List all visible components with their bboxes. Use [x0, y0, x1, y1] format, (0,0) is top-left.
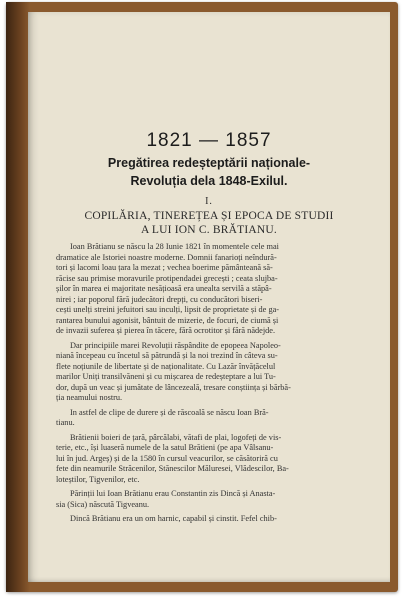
- body-line: Ioan Brătianu se născu la 28 Iunie 1821 în momentele cele mai: [70, 242, 279, 251]
- body-line: răcise sau primise moravurile protipendadei grecești ; ceata slujba-: [56, 273, 278, 283]
- body-line: Dincă Brătianu era un om harnic, capabil și cinstit. Fefel chib-: [70, 514, 277, 523]
- book-spine: [6, 2, 30, 592]
- body-line: In astfel de clipe de durere și de răscoală se născu Ioan Bră-: [70, 407, 269, 417]
- body-line: rantarea bunului agonisit, bântuit de mizerie, de focuri, de ciumă și: [56, 315, 279, 325]
- body-line: tori și lacomi loau țara la mezat ; vechea boerime pământeană să-: [56, 263, 273, 272]
- body-line: flete noțiunile de libertate și de naționalitate. Cu Lazăr învățăcelul: [56, 361, 276, 371]
- body-line: șilor în marea ei majoritate nesățioasă era unealta servilă a stăpâ-: [56, 284, 272, 293]
- body-line: marilor Uniți transilvăneni și cu mișcarea de redeșteptare a lui Tu-: [56, 372, 276, 381]
- body-text: [56, 242, 378, 525]
- book-page: [28, 12, 390, 582]
- chapter-title-line-2: A LUI ION C. BRĂTIANU.: [140, 224, 277, 236]
- body-line: niană începeau cu încetul să pătrundă și la noi trezind în câteva su-: [56, 351, 278, 360]
- body-line: dor, după un veac și jumătate de lâncezeală, tresare conștiința și bărbă-: [56, 382, 291, 392]
- body-line: sia (Sica) născută Tigveanu.: [56, 499, 150, 509]
- body-line: Dar principiile marei Revoluții răspândite de epopeea Napoleo-: [70, 340, 281, 350]
- body-line: Brătienii boieri de țară, pârcălabi, vătafi de plai, logofeți de vis-: [70, 432, 282, 442]
- chapter-title-line-1: COPILĂRIA, TINEREȚEA ȘI EPOCA DE STUDII: [84, 210, 334, 222]
- body-line: cești unelți streini jefuitori sau inculți, lipsit de proprietate și de ga-: [56, 305, 280, 314]
- body-line: fete din neamurile Străcenilor, Stănescilor Măluresei, Vlădescilor, Ba-: [56, 464, 289, 473]
- body-line: loteștilor, Tigvenilor, etc.: [56, 474, 140, 484]
- body-line: nirei ; iar poporul fără judecători drepți, cu conducători biseri-: [56, 294, 263, 304]
- body-line: ția neamului nostru.: [56, 393, 123, 402]
- section-years-heading: 1821 — 1857: [146, 130, 272, 151]
- section-subtitle-line-1: Pregătirea redeșteptării naționale-: [107, 156, 311, 170]
- body-line: lui în jud. Argeș) și de la 1580 în cursul veacurilor, se căsătoriră cu: [56, 453, 278, 463]
- section-subtitle-line-2: Revoluția dela 1848-Exilul.: [130, 174, 288, 188]
- body-line: terie, etc., își luaseră numele de la satul Brătieni (pe apa Vâlsanu-: [56, 443, 274, 452]
- body-line: Părinții lui Ioan Brătianu erau Constantin zis Dincă și Anasta-: [70, 489, 276, 498]
- body-line: dramatice ale Istoriei noastre moderne. Domnii fanarioți neîndură-: [56, 252, 277, 262]
- chapter-number: I.: [205, 196, 213, 207]
- body-line: de invazii suferea și pierea în tăcere, fără ocrotitor și fără nădejde.: [56, 326, 276, 335]
- body-line: tianu.: [56, 418, 75, 427]
